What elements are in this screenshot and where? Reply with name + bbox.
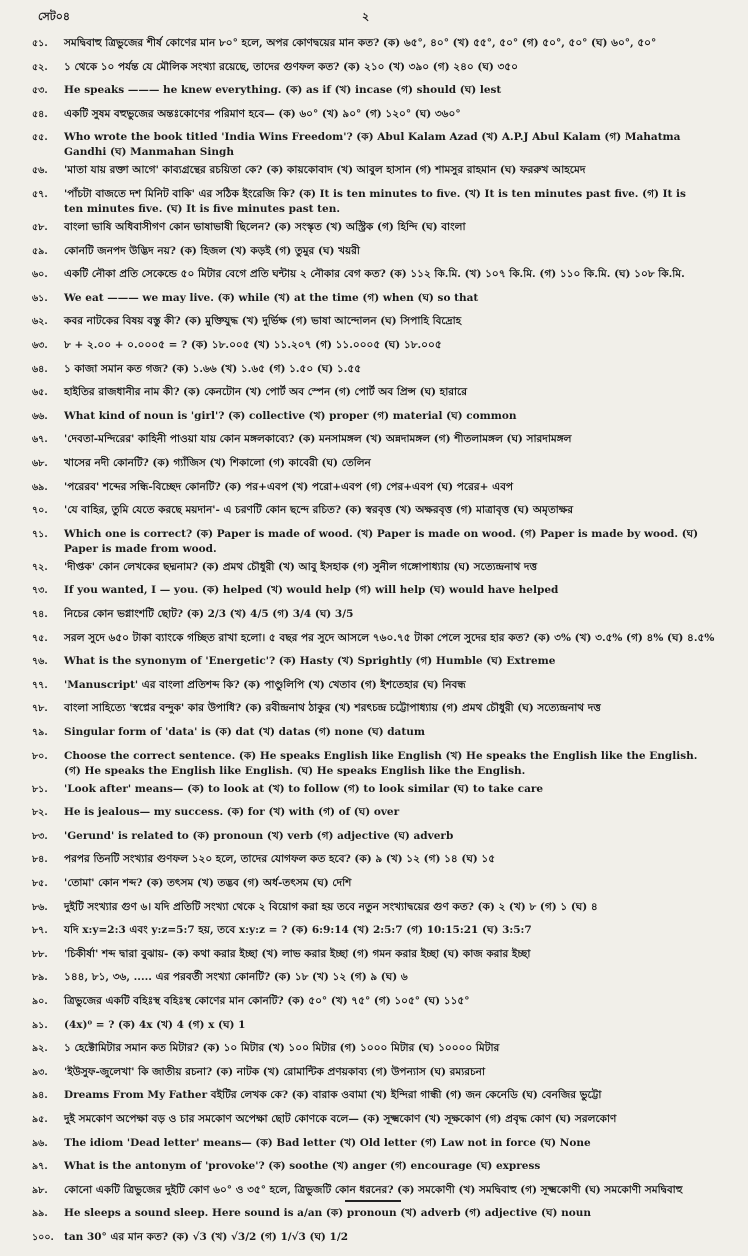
- question-item: [32, 900, 704, 915]
- question-number: ৭২.: [32, 561, 48, 573]
- question-text: ৮ + ২.০০ + ০.০০০৫ = ? (ক) ১৮.০০৫ (খ) ১১.২০৭ (গ) ১১.০০০৫ (ঘ) ১৮.০০৫: [64, 339, 442, 351]
- question-number: ৮০.: [32, 750, 48, 762]
- question-number: ৬৭.: [32, 434, 48, 446]
- question-item: [32, 291, 704, 306]
- question-text: দুইটি সংখ্যার গুণ ৬। যদি প্রতিটি সংখ্যা থেকে ২ বিয়োগ করা হয় তবে নতুন সংখ্যাদ্বয়ের গুণ কত? (ক) ২ (খ) ৮ (গ) ১ (ঘ) ৪: [64, 900, 598, 913]
- question-item: [32, 923, 704, 938]
- question-number: ৫১.: [32, 38, 48, 49]
- question-item: [32, 1041, 704, 1056]
- question-number: ১০০.: [32, 1232, 54, 1243]
- question-number: ৬৪.: [32, 363, 48, 375]
- question-number: ৭৩.: [32, 585, 48, 597]
- question-number: ৮১.: [32, 783, 48, 795]
- question-number: ৬৬.: [32, 410, 48, 422]
- question-number: ৮৯.: [32, 972, 48, 984]
- question-item: [32, 725, 704, 740]
- question-number: ৯২.: [32, 1043, 48, 1055]
- question-item: [32, 994, 704, 1009]
- question-text: 'পাঁচটা বাজতে দশ মিনিট বাকি' এর সঠিক ইংরেজি কি? (ক) It is ten minutes to five. (খ) It is ten minutes past five. (গ) It is ten minutes five. (ঘ) It is five minutes past ten.: [64, 188, 686, 215]
- question-item: [32, 560, 704, 575]
- question-text: পরপর তিনটি সংখ্যার গুণফল ১২০ হলে, তাদের যোগফল কত হবে? (ক) ৯ (খ) ১২ (গ) ১৪ (ঘ) ১৫: [64, 853, 496, 866]
- question-text: একটি সুষম বহুভুজের অন্তঃকোণের পরিমাণ হবে— (ক) ৬০° (খ) ৯০° (গ) ১২০° (ঘ) ৩৬০°: [64, 107, 461, 120]
- question-text: 'দেবতা-মন্দিরের' কাহিনী পাওয়া যায় কোন মঙ্গলকাব্যে? (ক) মনসামঙ্গল (খ) অন্নদামঙ্গল (গ) শীতলামঙ্গল (ঘ) সারদামঙ্গল: [64, 433, 572, 446]
- page-number: ২: [362, 10, 370, 23]
- question-number: ৮৫.: [32, 878, 48, 889]
- end-mark: [345, 1200, 401, 1202]
- question-item: [32, 503, 704, 518]
- question-text: বাংলা সাহিত্যে 'স্বপ্নের বন্দুক' কার উপাধি? (ক) রবীন্দ্রনাথ ঠাকুর (খ) শরৎচন্দ্র চট্টোপাধ্যায় (গ) প্রমথ চৌধুরী (ঘ) সত্যেন্দ্রনাথ দত্ত: [64, 702, 601, 715]
- question-text: 'Look after' means— (ক) to look at (খ) to follow (গ) to look similar (ঘ) to take care: [64, 782, 544, 795]
- question-number: ৫৪.: [32, 108, 48, 120]
- question-number: ৮৩.: [32, 830, 48, 842]
- question-text: Dreams From My Father বইটির লেখক কে? (ক) বারাক ওবামা (খ) ইন্দিরা গান্ধী (গ) জন কেনেডি (ঘ) বেনজির ভুট্টো: [64, 1089, 602, 1102]
- question-item: [32, 1230, 704, 1245]
- question-item: [32, 947, 704, 962]
- question-text: Which one is correct? (ক) Paper is made of wood. (খ) Paper is made on wood. (গ) Paper is made by wood. (ঘ) Paper is made from wood.: [64, 527, 699, 555]
- question-text: খাসের নদী কোনটি? (ক) গ্যাঁজিস (খ) শিকালো (গ) কাবেরী (ঘ) তেলিন: [64, 457, 371, 469]
- question-item: [32, 1206, 704, 1221]
- question-item: [32, 829, 704, 844]
- question-item: [32, 970, 704, 985]
- question-item: [32, 107, 704, 122]
- question-text: 'মাতা যায় রক্তা আগে' কাব্যগ্রন্থের রচয়িতা কে? (ক) কায়কোবাদ (খ) আবুল হাসান (গ) শামসুর রাহমান (ঘ) ফররুখ আহমেদ: [64, 164, 586, 177]
- question-text: সমদ্বিবাহু ত্রিভুজের শীর্ষ কোণের মান ৮০° হলে, অপর কোণদ্বয়ের মান কত? (ক) ৬৫°, ৪০° (খ) ৫৫°, ৫০° (গ) ৫০°, ৫০° (ঘ) ৬০°, ৫০°: [64, 37, 657, 49]
- question-item: [32, 314, 704, 329]
- question-number: ৫৫.: [32, 132, 48, 144]
- question-text: 'Manuscript' এর বাংলা প্রতিশব্দ কি? (ক) পাণ্ডুলিপি (খ) খেতাব (গ) ইশতেহার (ঘ) নিবন্ধ: [64, 678, 466, 691]
- question-item: [32, 385, 704, 400]
- question-number: ৬৮.: [32, 458, 48, 469]
- question-text: যদি x:y=2:3 এবং y:z=5:7 হয়, তবে x:y:z = ? (ক) 6:9:14 (খ) 2:5:7 (গ) 10:15:21 (ঘ) 3:5:7: [64, 924, 532, 937]
- question-item: [32, 1183, 704, 1198]
- question-text: 'ইউসুফ-জুলেখা' কি জাতীয় রচনা? (ক) নাটক (খ) রোমান্টিক প্রণয়কাব্য (গ) উপন্যাস (ঘ) রম্যরচনা: [64, 1065, 485, 1078]
- question-text: He is jealous— my success. (ক) for (খ) with (গ) of (ঘ) over: [64, 806, 400, 819]
- question-text: We eat ——— we may live. (ক) while (খ) at the time (গ) when (ঘ) so that: [64, 291, 479, 304]
- question-item: [32, 130, 704, 160]
- question-number: ৮৬.: [32, 901, 48, 913]
- question-number: ৬৯.: [32, 481, 48, 493]
- question-number: ৭৪.: [32, 609, 48, 620]
- question-number: ৫২.: [32, 61, 48, 73]
- question-item: [32, 267, 704, 282]
- question-text: 'দীপ্তক' কোন লেখকের ছদ্মনাম? (ক) প্রমথ চৌধুরী (খ) আবু ইসহাক (গ) সুনীল গঙ্গোপাধ্যায় (ঘ) সত্যেন্দ্রনাথ দত্ত: [64, 560, 537, 573]
- question-number: ৫৭.: [32, 189, 48, 200]
- question-text: 'তোমা' কোন শব্দ? (ক) তৎসম (খ) তদ্ভব (গ) অর্ধ-তৎসম (ঘ) দেশি: [64, 877, 352, 889]
- question-number: ৭০.: [32, 505, 48, 517]
- question-number: ৮৪.: [32, 854, 48, 866]
- question-item: [32, 338, 704, 353]
- question-text: Who wrote the book titled 'India Wins Freedom'? (ক) Abul Kalam Azad (খ) A.P.J Abul Kalam (গ) Mahatma Gandhi (ঘ) Manmahan Singh: [64, 131, 681, 159]
- question-item: [32, 1088, 704, 1103]
- question-number: ৭৬.: [32, 656, 48, 668]
- question-text: What is the antonym of 'provoke'? (ক) soothe (খ) anger (গ) encourage (ঘ) express: [64, 1160, 541, 1173]
- question-item: [32, 1065, 704, 1080]
- page-header: [0, 4, 748, 26]
- question-item: [32, 607, 704, 622]
- question-text: নিচের কোন ভগ্নাংশটি ছোট? (ক) 2/3 (খ) 4/5 (গ) 3/4 (ঘ) 3/5: [64, 608, 354, 620]
- question-text: বাংলা ভাষি অধিবাসীগণ কোন ভাষাভাষী ছিলেন? (ক) সংস্কৃত (খ) অস্ট্রিক (গ) হিন্দি (ঘ) বাংলা: [64, 221, 466, 233]
- question-number: ৭১.: [32, 528, 48, 540]
- question-item: [32, 83, 704, 98]
- question-text: সরল সুদে ৬৫০ টাকা ব্যাংকে গচ্ছিত রাখা হলো। ৫ বছর পর সুদে আসলে ৭৬০.৭৫ টাকা পেলে সুদের হার কত? (ক) ৩% (খ) ৩.৫% (গ) ৪% (ঘ) ৪.৫%: [64, 631, 715, 644]
- question-item: [32, 480, 704, 495]
- question-number: ৬২.: [32, 316, 48, 328]
- question-number: ৯৩.: [32, 1066, 48, 1078]
- question-item: [32, 432, 704, 447]
- question-item: [32, 1112, 704, 1127]
- question-item: [32, 36, 704, 51]
- question-item: [32, 678, 704, 693]
- question-number: ৯৫.: [32, 1114, 48, 1125]
- question-text: দুই সমকোণ অপেক্ষা বড় ও চার সমকোণ অপেক্ষা ছোট কোণকে বলে— (ক) সূক্ষ্মকোণ (খ) সূক্ষকোণ (গ) প্রবৃদ্ধ কোণ (ঘ) সরলকোণ: [64, 1113, 617, 1125]
- question-number: ৯৭.: [32, 1161, 48, 1173]
- question-number: ৬০.: [32, 269, 48, 281]
- question-text: ১ হেক্টোমিটার সমান কত মিটার? (ক) ১০ মিটার (খ) ১০০ মিটার (গ) ১০০০ মিটার (ঘ) ১০০০০ মিটার: [64, 1042, 500, 1055]
- question-item: [32, 654, 704, 669]
- question-item: [32, 782, 704, 797]
- question-item: [32, 409, 704, 424]
- question-text: Singular form of 'data' is (ক) dat (খ) datas (গ) none (ঘ) datum: [64, 726, 425, 738]
- question-text: 'যে বাহির, তুমি যেতে করছে ময়দান'- এ চরণটি কোন ছন্দে রচিত? (ক) স্বরবৃত্ত (খ) অক্ষরবৃত্ত (গ) মাত্রাবৃত্ত (ঘ) অমৃতাক্ষর: [64, 504, 574, 517]
- question-number: ৯১.: [32, 1019, 48, 1031]
- question-text: ১৪৪, ৮১, ৩৬, ..... এর পরবর্তী সংখ্যা কোনটি? (ক) ১৮ (খ) ১২ (গ) ৯ (ঘ) ৬: [64, 971, 408, 984]
- question-text: 'Gerund' is related to (ক) pronoun (খ) verb (গ) adjective (ঘ) adverb: [64, 829, 454, 842]
- question-item: [32, 876, 704, 891]
- question-number: ৬১.: [32, 292, 48, 304]
- question-number: ৫৬.: [32, 165, 48, 177]
- question-item: [32, 456, 704, 471]
- question-item: [32, 1018, 704, 1033]
- question-item: [32, 701, 704, 716]
- question-number: ৭৮.: [32, 703, 48, 715]
- question-item: [32, 1136, 704, 1151]
- question-item: [32, 60, 704, 75]
- question-text: If you wanted, I — you. (ক) helped (খ) would help (গ) will help (ঘ) would have helped: [64, 584, 559, 597]
- question-number: ৯৬.: [32, 1137, 48, 1149]
- set-label: সেট০৪: [38, 10, 71, 23]
- question-item: [32, 244, 704, 259]
- question-item: [32, 805, 704, 820]
- question-text: কোনটি জনপদ উদ্ভিদ নয়? (ক) হিজল (খ) কড়ই (গ) তুমুর (ঘ) খয়রী: [64, 244, 360, 257]
- question-number: ৯৮.: [32, 1184, 48, 1196]
- question-text: He speaks ——— he knew everything. (ক) as if (খ) incase (গ) should (ঘ) lest: [64, 84, 502, 97]
- question-number: ৮৭.: [32, 925, 48, 937]
- question-text: tan 30° এর মান কত? (ক) √3 (খ) √3/2 (গ) 1/√3 (ঘ) 1/2: [64, 1231, 348, 1243]
- question-text: ১ থেকে ১০ পর্যন্ত যে মৌলিক সংখ্যা রয়েছে, তাদের গুণফল কত? (ক) ২১০ (খ) ৩৯০ (গ) ২৪০ (ঘ) ৩৫০: [64, 60, 518, 73]
- question-text: (4x)⁰ = ? (ক) 4x (খ) 4 (গ) x (ঘ) 1: [64, 1018, 246, 1031]
- question-number: ৬৩.: [32, 340, 48, 351]
- question-text: 'পরেরব' শব্দের সন্ধি-বিচ্ছেদ কোনটি? (ক) পর+এবপ (খ) পরো+এবপ (গ) পের+এবপ (ঘ) পরের+ এবপ: [64, 480, 514, 493]
- question-number: ৯৪.: [32, 1090, 48, 1102]
- question-number: ৯৯.: [32, 1208, 48, 1220]
- question-text: হাইতির রাজধানীর নাম কী? (ক) কেনটোন (খ) পোর্ট অব স্পেন (গ) পোর্ট অব প্রিন্স (ঘ) হারারে: [64, 386, 468, 399]
- question-text: Choose the correct sentence. (ক) He speaks English like English (খ) He speaks the English like the English. (গ) He speaks the English like English. (ঘ) He speaks English like the English.: [64, 749, 698, 777]
- question-text: What kind of noun is 'girl'? (ক) collective (খ) proper (গ) material (ঘ) common: [64, 409, 517, 422]
- question-item: [32, 749, 704, 779]
- question-number: ৮২.: [32, 807, 48, 819]
- question-number: ৭৫.: [32, 632, 48, 644]
- question-item: [32, 1159, 704, 1174]
- question-text: কোনো একটি ত্রিভুজের দুইটি কোণ ৬০° ও ৩৫° হলে, ত্রিভুজটি কোন ধরনের? (ক) সমকোণী (খ) সমদ্বিবাহু (গ) সূক্ষ্মকোণী (ঘ) সমকোণী সমদ্বিবাহু: [64, 1183, 683, 1196]
- question-item: [32, 852, 704, 867]
- question-number: ৫৯.: [32, 245, 48, 257]
- question-item: [32, 631, 715, 646]
- question-text: What is the synonym of 'Energetic'? (ক) Hasty (খ) Sprightly (গ) Humble (ঘ) Extreme: [64, 655, 556, 668]
- question-item: [32, 163, 704, 178]
- question-item: [32, 220, 704, 235]
- question-text: ত্রিভুজের একটি বহিঃস্থ বহিঃস্থ কোণের মান কোনটি? (ক) ৫০° (খ) ৭৫° (গ) ১০৫° (ঘ) ১১৫°: [64, 995, 470, 1007]
- question-item: [32, 362, 704, 377]
- question-item: [32, 583, 704, 598]
- question-number: ৫৩.: [32, 85, 48, 97]
- question-text: কবর নাটকের বিষয় বস্তু কী? (ক) মুক্তিযুদ্ধ (খ) দুর্ভিক্ষ (গ) ভাষা আন্দোলন (ঘ) সিপাহি বিদ্রোহ: [64, 315, 462, 328]
- question-item: [32, 527, 704, 557]
- question-text: একটি নৌকা প্রতি সেকেন্ডে ৫০ মিটার বেগে প্রতি ঘন্টায় ২ নৌকার বেগ কত? (ক) ১১২ কি.মি. (খ) ১০৭ কি.মি. (গ) ১১০ কি.মি. (ঘ) ১০৮ কি.মি.: [64, 268, 685, 281]
- question-number: ৯০.: [32, 996, 48, 1007]
- question-number: ৭৭.: [32, 679, 48, 691]
- question-text: He sleeps a sound sleep. Here sound is a/an (ক) pronoun (খ) adverb (গ) adjective (ঘ) noun: [64, 1207, 591, 1220]
- question-text: The idiom 'Dead letter' means— (ক) Bad letter (খ) Old letter (গ) Law not in force (ঘ) None: [64, 1136, 591, 1149]
- question-number: ৫৮.: [32, 222, 48, 233]
- question-number: ৮৮.: [32, 948, 48, 960]
- question-text: 'চিকীর্ষা' শব্দ দ্বারা বুঝায়- (ক) কথা করার ইচ্ছা (খ) লাভ করার ইচ্ছা (গ) গমন করার ইচ্ছা (ঘ) কাজ করার ইচ্ছা: [64, 947, 531, 960]
- question-number: ৬৫.: [32, 387, 48, 399]
- question-text: ১ কাজা সমান কত গজ? (ক) ১.৬৬ (খ) ১.৬৫ (গ) ১.৫০ (ঘ) ১.৫৫: [64, 362, 362, 375]
- question-item: [32, 187, 704, 217]
- question-number: ৭৯.: [32, 727, 48, 738]
